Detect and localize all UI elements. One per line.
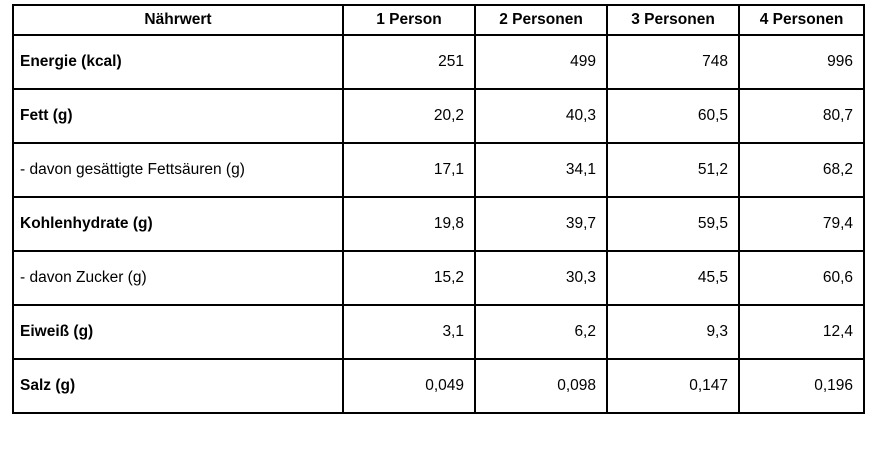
column-header-nutrient: Nährwert [13,5,343,35]
nutrition-table [12,4,865,414]
cell-eiweiss-4: 12,4 [739,305,864,359]
row-label-energie: Energie (kcal) [13,35,343,89]
cell-energie-1: 251 [343,35,475,89]
table-row [13,197,864,251]
cell-kohlenhydrate-1: 19,8 [343,197,475,251]
cell-salz-4: 0,196 [739,359,864,413]
column-header-4-persons: 4 Personen [739,5,864,35]
row-label-fett: Fett (g) [13,89,343,143]
cell-energie-2: 499 [475,35,607,89]
row-label-salz: Salz (g) [13,359,343,413]
cell-eiweiss-3: 9,3 [607,305,739,359]
table-row [13,35,864,89]
cell-energie-4: 996 [739,35,864,89]
row-label-kohlenhydrate: Kohlenhydrate (g) [13,197,343,251]
cell-fett-4: 80,7 [739,89,864,143]
table-row [13,359,864,413]
table-row [13,143,864,197]
cell-zucker-1: 15,2 [343,251,475,305]
cell-eiweiss-2: 6,2 [475,305,607,359]
cell-salz-1: 0,049 [343,359,475,413]
row-label-gesaettigte-fettsaeuren: - davon gesättigte Fettsäuren (g) [13,143,343,197]
cell-salz-3: 0,147 [607,359,739,413]
cell-zucker-4: 60,6 [739,251,864,305]
table-row [13,89,864,143]
cell-kohlenhydrate-4: 79,4 [739,197,864,251]
cell-fett-2: 40,3 [475,89,607,143]
cell-kohlenhydrate-3: 59,5 [607,197,739,251]
column-header-2-persons: 2 Personen [475,5,607,35]
cell-gesaettigte-fettsaeuren-1: 17,1 [343,143,475,197]
cell-zucker-3: 45,5 [607,251,739,305]
column-header-3-persons: 3 Personen [607,5,739,35]
cell-salz-2: 0,098 [475,359,607,413]
cell-fett-3: 60,5 [607,89,739,143]
column-header-1-person: 1 Person [343,5,475,35]
cell-kohlenhydrate-2: 39,7 [475,197,607,251]
cell-gesaettigte-fettsaeuren-4: 68,2 [739,143,864,197]
table-row [13,251,864,305]
cell-zucker-2: 30,3 [475,251,607,305]
cell-fett-1: 20,2 [343,89,475,143]
table-row [13,305,864,359]
cell-eiweiss-1: 3,1 [343,305,475,359]
cell-gesaettigte-fettsaeuren-2: 34,1 [475,143,607,197]
cell-energie-3: 748 [607,35,739,89]
cell-gesaettigte-fettsaeuren-3: 51,2 [607,143,739,197]
table-header-row [13,5,864,35]
row-label-zucker: - davon Zucker (g) [13,251,343,305]
row-label-eiweiss: Eiweiß (g) [13,305,343,359]
